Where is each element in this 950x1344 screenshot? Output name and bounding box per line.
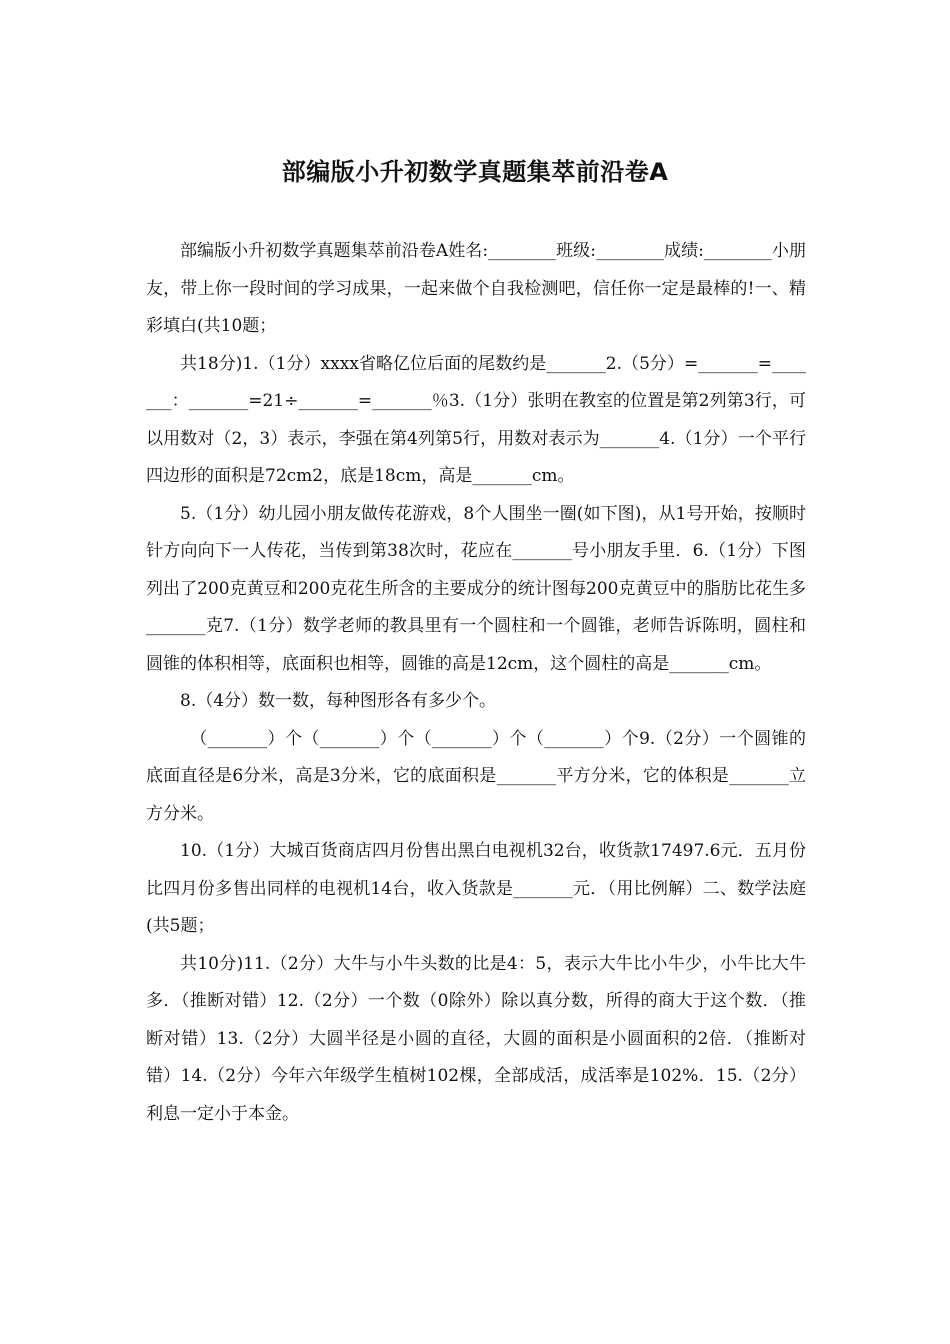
paragraph-question-10: 10.（1分）大城百货商店四月份售出黑白电视机32台，收货款17497.6元．五月份比四月份多售出同样的电视机14台，收入货款是_______元．（用比例解）二、数学法庭(共5题； [146, 841, 806, 936]
document-title: 部编版小升初数学真题集萃前沿卷A [281, 158, 669, 186]
paragraph-questions-11-15: 共10分)11.（2分）大牛与小牛头数的比是4：5，表示大牛比小牛少，小牛比大牛多．（推断对错）12.（2分）一个数（0除外）除以真分数，所得的商大于这个数．（推断对错）13.（2分）大圆半径是小圆的直径，大圆的面积是小圆面积的2倍．（推断对错）14.（2分）今年六年级学生植树102棵，全部成活，成活率是102%．15.（2分）利息一定小于本金。 [146, 953, 806, 1124]
paragraph-questions-1-4: 共18分)1.（1分）xxxx省略亿位后面的尾数约是_______2.（5分）=_______=_______：_______=21÷_______=_______％3.（1分）张明在教室的位置是第2列第3行，可以用数对（2，3）表示，李强在第4列第5行，用数对表示为_______4.（1分）一个平行四边形的面积是72cm2，底是18cm，高是_______cm。 [146, 353, 806, 486]
paragraph-header-intro: 部编版小升初数学真题集萃前沿卷A姓名:________班级:________成绩:________小朋友，带上你一段时间的学习成果，一起来做个自我检测吧，信任你一定是最棒的!一、精彩填白(共10题； [146, 241, 806, 336]
document-body [146, 233, 806, 1133]
paragraph-questions-5-7: 5.（1分）幼儿园小朋友做传花游戏，8个人围坐一圈(如下图)，从1号开始，按顺时针方向向下一人传花，当传到第38次时，花应在_______号小朋友手里．6.（1分）下图列出了200克黄豆和200克花生所含的主要成分的统计图每200克黄豆中的脂肪比花生多_______克7.（1分）数学老师的教具里有一个圆柱和一个圆锥，老师告诉陈明，圆柱和圆锥的体积相等，底面积也相等，圆锥的高是12cm，这个圆柱的高是_______cm。 [146, 503, 806, 674]
paragraph-question-8: 8.（4分）数一数，每种图形各有多少个。 [180, 691, 497, 711]
paragraph-questions-8-9: （_______）个（_______）个（_______）个（_______）个9.（2分）一个圆锥的底面直径是6分米，高是3分米，它的底面积是_______平方分米，它的体积是_______立方分米。 [146, 728, 806, 824]
